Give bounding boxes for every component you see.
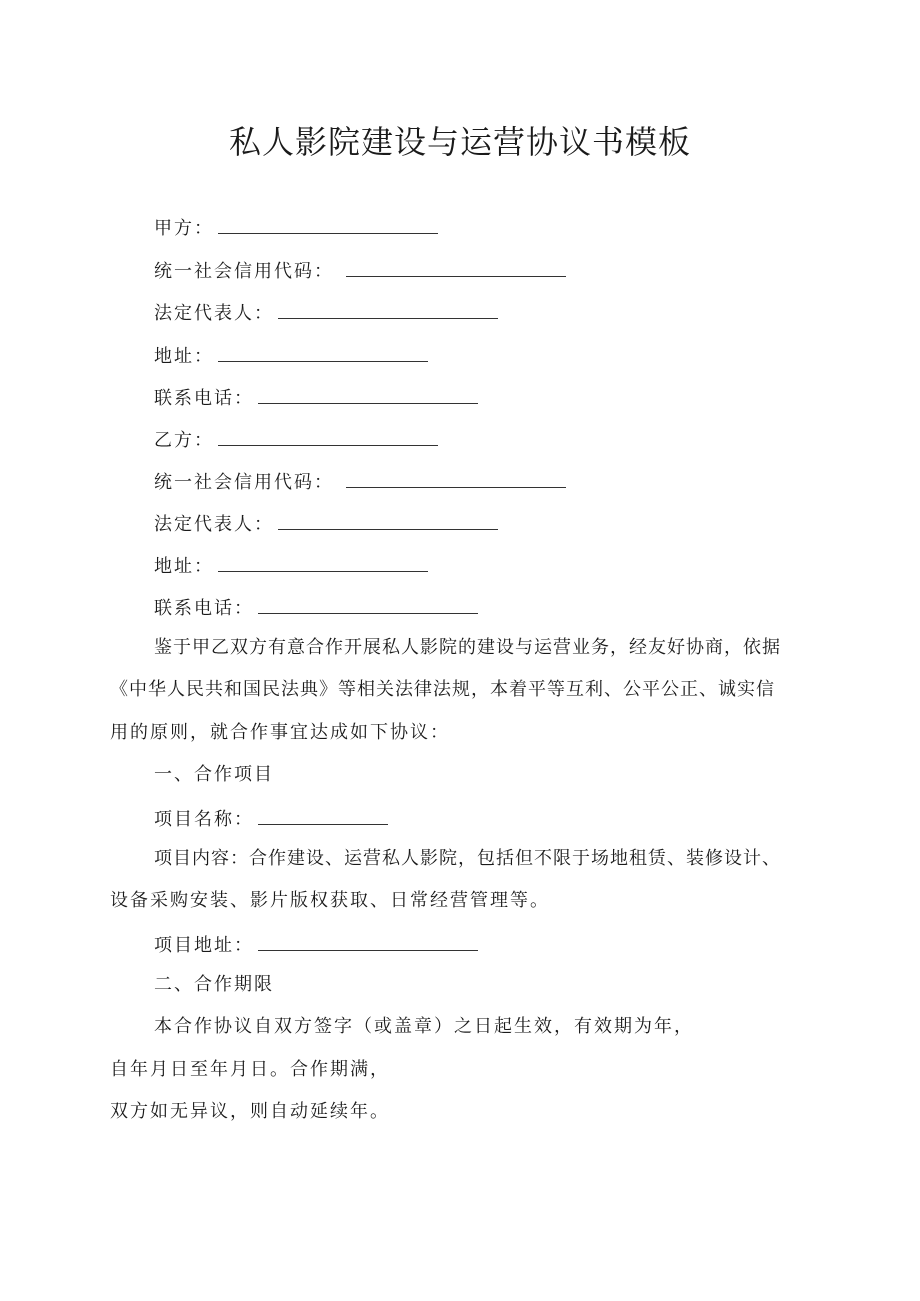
project-name-label: 项目名称： (154, 809, 254, 830)
party-a-address-row (154, 341, 428, 370)
section-1-heading: 一、合作项目 (154, 764, 274, 785)
party-b-credit-code-label: 统一社会信用代码： (154, 472, 334, 493)
project-content-line-1: 项目内容：合作建设、运营私人影院，包括但不限于场地租赁、装修设计、 (154, 848, 781, 869)
party-b-name-label: 乙方： (154, 430, 214, 451)
party-b-address-row (154, 551, 428, 580)
party-a-name-blank[interactable] (218, 213, 438, 234)
party-b-address-label: 地址： (154, 556, 214, 577)
project-address-row (154, 930, 478, 959)
term-line-3: 双方如无异议，则自动延续年。 (110, 1101, 390, 1122)
party-b-credit-code-blank[interactable] (346, 467, 566, 488)
preamble-line-1: 鉴于甲乙双方有意合作开展私人影院的建设与运营业务，经友好协商，依据 (154, 637, 781, 658)
party-a-credit-code-row (154, 256, 566, 285)
project-content-line-2: 设备采购安装、影片版权获取、日常经营管理等。 (110, 890, 550, 911)
party-a-address-label: 地址： (154, 346, 214, 367)
party-b-credit-code-row (154, 467, 566, 496)
party-b-legal-rep-row (154, 509, 498, 538)
party-b-phone-label: 联系电话： (154, 598, 254, 619)
party-b-legal-rep-blank[interactable] (278, 509, 498, 530)
party-b-name-blank[interactable] (218, 425, 438, 446)
party-a-phone-blank[interactable] (258, 383, 478, 404)
project-name-row (154, 804, 388, 833)
party-a-credit-code-blank[interactable] (346, 256, 566, 277)
party-b-address-blank[interactable] (218, 551, 428, 572)
party-a-legal-rep-label: 法定代表人： (154, 303, 274, 324)
term-line-2: 自年月日至年月日。合作期满， (110, 1059, 390, 1080)
party-a-name-label: 甲方： (154, 218, 214, 239)
party-a-address-blank[interactable] (218, 341, 428, 362)
preamble-line-2: 《中华人民共和国民法典》等相关法律法规，本着平等互利、公平公正、诚实信 (110, 679, 775, 700)
party-a-name-row (154, 213, 438, 242)
party-b-phone-row (154, 593, 478, 622)
party-a-phone-label: 联系电话： (154, 388, 254, 409)
party-a-phone-row (154, 383, 478, 412)
party-b-legal-rep-label: 法定代表人： (154, 514, 274, 535)
project-address-blank[interactable] (258, 930, 478, 951)
party-b-phone-blank[interactable] (258, 593, 478, 614)
section-2-heading: 二、合作期限 (154, 974, 274, 995)
page-title: 私人影院建设与运营协议书模板 (228, 123, 691, 161)
preamble-line-3: 用的原则，就合作事宜达成如下协议： (110, 722, 450, 743)
project-address-label: 项目地址： (154, 935, 254, 956)
party-a-legal-rep-row (154, 298, 498, 327)
term-line-1: 本合作协议自双方签字（或盖章）之日起生效，有效期为年， (154, 1016, 694, 1037)
project-name-blank[interactable] (258, 804, 388, 825)
party-b-name-row (154, 425, 438, 454)
party-a-legal-rep-blank[interactable] (278, 298, 498, 319)
party-a-credit-code-label: 统一社会信用代码： (154, 261, 334, 282)
